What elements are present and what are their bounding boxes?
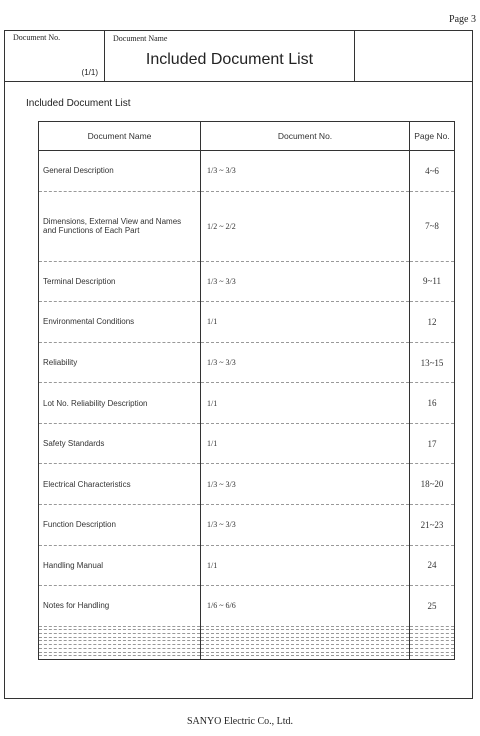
cell-document-name: Function Description (39, 505, 201, 546)
table-row (39, 151, 455, 192)
table-row (39, 342, 455, 383)
cell-document-no: 1/2 ~ 2/2 (201, 191, 410, 261)
col-header-page: Page No. (410, 122, 455, 151)
cell-document-name: Lot No. Reliability Description (39, 383, 201, 424)
cell-document-no: 1/3 ~ 3/3 (201, 342, 410, 383)
cell-document-name: Terminal Description (39, 261, 201, 302)
cell-document-name: Electrical Characteristics (39, 464, 201, 505)
cell-document-name (39, 656, 201, 660)
table-row (39, 423, 455, 464)
cell-document-no: 1/1 (201, 383, 410, 424)
cell-document-no: 1/3 ~ 3/3 (201, 261, 410, 302)
cell-document-name: Environmental Conditions (39, 302, 201, 343)
doc-name-label: Document Name (113, 34, 168, 43)
cell-document-no (201, 656, 410, 660)
header-block (5, 31, 472, 82)
cell-document-name: General Description (39, 151, 201, 192)
page-number: Page 3 (449, 14, 476, 25)
cell-document-no: 1/1 (201, 423, 410, 464)
table-row (39, 261, 455, 302)
cell-page-no: 24 (410, 545, 455, 586)
cell-page-no: 18~20 (410, 464, 455, 505)
doc-no-label: Document No. (13, 33, 61, 42)
cell-page-no: 12 (410, 302, 455, 343)
cell-document-no: 1/3 ~ 3/3 (201, 505, 410, 546)
document-title: Included Document List (145, 51, 314, 68)
table-row (39, 505, 455, 546)
cell-page-no: 16 (410, 383, 455, 424)
doc-pages: (1/1) (81, 68, 98, 77)
table-row (39, 656, 455, 660)
table-row (39, 191, 455, 261)
cell-page-no: 4~6 (410, 151, 455, 192)
table-row (39, 545, 455, 586)
cell-document-no: 1/6 ~ 6/6 (201, 586, 410, 627)
cell-page-no: 9~11 (410, 261, 455, 302)
cell-document-name: Reliability (39, 342, 201, 383)
cell-page-no: 13~15 (410, 342, 455, 383)
cell-document-no: 1/3 ~ 3/3 (201, 464, 410, 505)
table-row (39, 586, 455, 627)
cell-document-no: 1/1 (201, 545, 410, 586)
doc-no-cell (5, 31, 105, 81)
company-footer: SANYO Electric Co., Ltd. (186, 716, 294, 727)
col-header-name: Document Name (39, 122, 201, 151)
cell-document-name: Notes for Handling (39, 586, 201, 627)
cell-document-name: Dimensions, External View and Names and Functions of Each Part (39, 191, 201, 261)
cell-document-name: Handling Manual (39, 545, 201, 586)
table-header-row (39, 122, 455, 151)
cell-page-no: 25 (410, 586, 455, 627)
cell-document-no: 1/3 ~ 3/3 (201, 151, 410, 192)
table-row (39, 383, 455, 424)
cell-page-no: 21~23 (410, 505, 455, 546)
table-row (39, 302, 455, 343)
cell-page-no: 17 (410, 423, 455, 464)
cell-document-no: 1/1 (201, 302, 410, 343)
table-row (39, 464, 455, 505)
doc-name-cell (105, 31, 355, 81)
col-header-no: Document No. (201, 122, 410, 151)
cell-document-name: Safety Standards (39, 423, 201, 464)
document-list-table (38, 121, 455, 660)
section-title: Included Document List (26, 98, 131, 109)
cell-page-no (410, 656, 455, 660)
cell-page-no: 7~8 (410, 191, 455, 261)
